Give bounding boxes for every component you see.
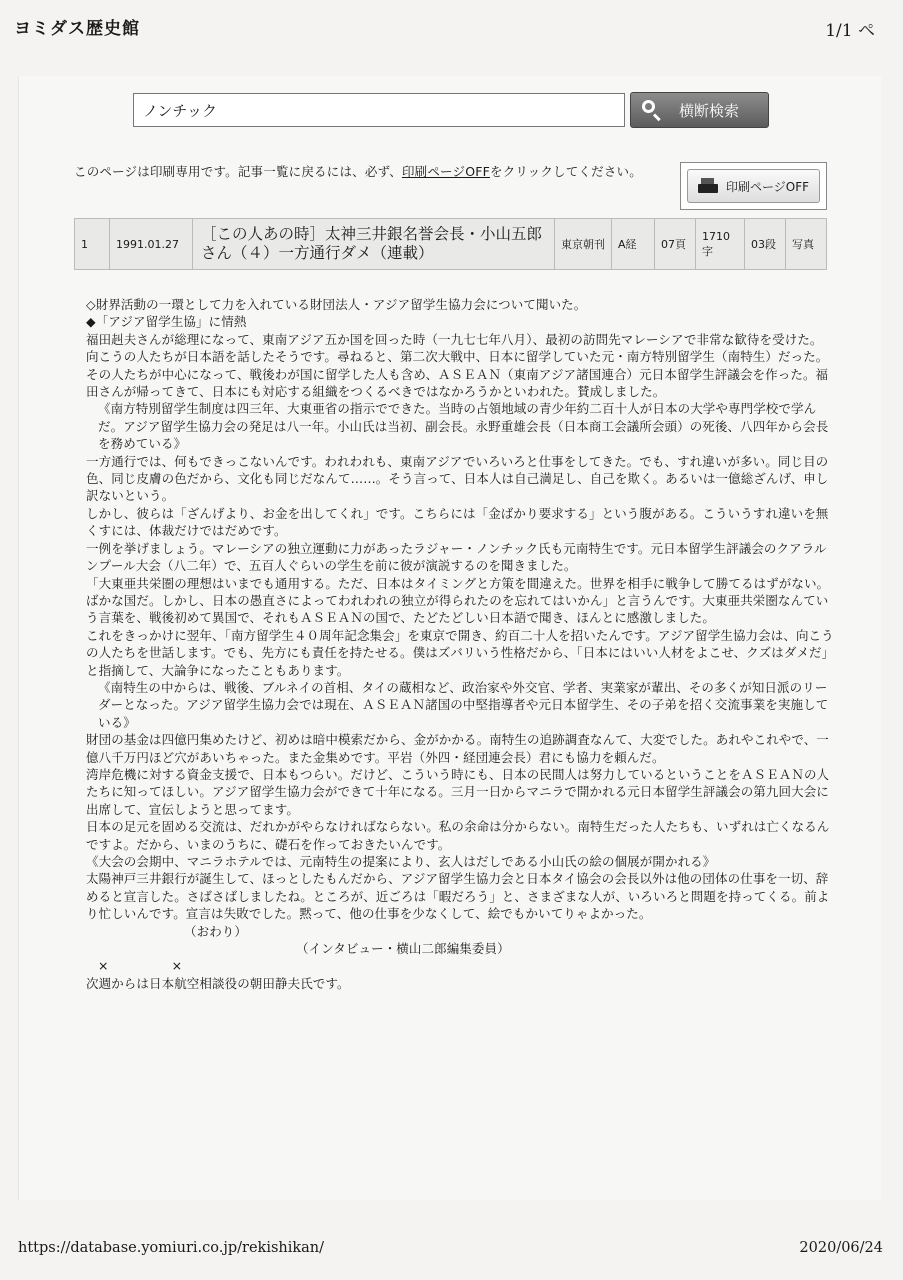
article-paragraph: これをきっかけに翌年、「南方留学生４０周年記念集会」を東京で開き、約百二十人を招いたんです。アジア留学生協力会は、向こうの人たちを世話します。でも、先方にも責任を持たせる。僕はズバリいう性格だから、「日本にはいい人材をよこせ、クズはダメだ」と指摘して、大論争になったこともあります。	[86, 627, 834, 678]
print-notice: このページは印刷専用です。記事一覧に戻るには、必ず、印刷ページOFFをクリックしてください。	[74, 164, 642, 179]
article-meta-table	[74, 218, 827, 270]
table-row	[75, 219, 827, 270]
article-paragraph: 財団の基金は四億円集めたけど、初めは暗中模索だから、金がかかる。南特生の追跡調査なんて、大変でした。あれやこれやで、一億八千万円ほど穴があいちゃった。また金集めです。平岩（外四・経団連会長）君にも協力を頼んだ。	[86, 732, 829, 765]
article-paragraph: 福田赳夫さんが総理になって、東南アジア五か国を回った時（一九七七年八月）、最初の訪問先マレーシアで非常な歓待を受けた。向こうの人たちが日本語を話したそうです。尋ねると、第二次大戦中、日本に留学していた元・南方特別留学生（南特生）だった。	[86, 331, 829, 365]
article-paragraph: ◇財界活動の一環として力を入れている財団法人・アジア留学生協力会について聞いた。	[86, 297, 587, 312]
search-icon	[641, 99, 663, 121]
article-paragraph: 《南特生の中からは、戦後、ブルネイの首相、タイの蔵相など、政治家や外交官、学者、実業家が輩出、その多くが知日派のリーダーとなった。アジア留学生協力会では現在、ＡＳＥＡＮ諸国の中堅指導者や元日本留学生、その子弟を招く交流事業を実施している》	[98, 679, 829, 730]
article-paragraph: ◆「アジア留学生協」に情熱	[86, 314, 247, 330]
article-number: 1	[75, 219, 110, 270]
article-paragraph: その人たちが中心になって、戦後わが国に留学した人も含め、ＡＳＥＡＮ（東南アジア諸国連合）元日本留学生評議会を作った。福田さんが帰ってきて、日本にも対応する組織をつくるべきではなかろうかといわれた。賛成しました。	[86, 366, 829, 400]
footer-url: https://database.yomiuri.co.jp/rekishikan/	[18, 1240, 325, 1256]
article-paragraph: 《南方特別留学生制度は四三年、大東亜省の指示でできた。当時の占領地域の青少年約二百十人が日本の大学や専門学校で学んだ。アジア留学生協力会の発足は八一年。小山氏は当初、副会長。永野重雄会長（日本商工会議所会頭）の死後、八四年から会長を務めている》	[98, 401, 829, 452]
article-section: A経	[612, 219, 655, 270]
article-paragraph: 《大会の会期中、マニラホテルでは、元南特生の提案により、玄人はだしである小山氏の絵の個展が開かれる》	[86, 854, 716, 869]
article-photo: 写真	[786, 219, 827, 270]
article-paragraph: 太陽神戸三井銀行が誕生して、ほっとしたもんだから、アジア留学生協力会と日本タイ協会の会長以外は他の団体の仕事を一切、辞めると宣言した。さばさばしましたね。ところが、近ごろは「暇だろう」と、さまざまな人が、いろいろと問題を持ってくる。前より忙しいんです。宣言は失敗でした。黙って、他の仕事を少なくして、絵でもかいてりゃよかった。	[86, 871, 830, 922]
article-body	[74, 296, 834, 992]
article-title: ［この人あの時］太神三井銀名誉会長・小山五郎さん（４）一方通行ダメ（連載）	[193, 219, 555, 270]
print-off-label: 印刷ページOFF	[726, 179, 810, 194]
article-paragraph: 一方通行では、何もできっこないんです。われわれも、東南アジアでいろいろと仕事をしてきた。でも、すれ違いが多い。同じ目の色、同じ皮膚の色だから、文化も同じだなんて……。そう言って、日本人は自己満足し、自己を欺く。あるいは一億総ざんげ、申し訳ないという。	[86, 453, 829, 504]
article-paragraph: 「大東亜共栄圏の理想はいまでも通用する。ただ、日本はタイミングと方策を間違えた。世界を相手に戦争して勝てるはずがない。ばかな国だ。しかし、日本の愚直さによってわれわれの独立が得られたのを忘れてはいかん」と言うんです。大東亜共栄圏なんていう言葉を、戦後初めて異国で、それもＡＳＥＡＮの国で、たどたどしい日本語で聞き、ほんとに感激しました。	[86, 575, 830, 626]
site-title: ヨミダス歴史館	[14, 19, 140, 39]
article-paragraph: 一例を挙げましょう。マレーシアの独立運動に力があったラジャー・ノンチック氏も元南特生です。元日本留学生評議会のクアラルンプール大会（八二年）で、五百人ぐらいの学生を前に彼が演説するのを聞きました。	[86, 540, 827, 574]
article-paragraph: しかし、彼らは「ざんげより、お金を出してくれ」です。こちらには「金ばかり要求する」という腹がある。こういうすれ違いを無くすには、体裁だけではだめです。	[86, 505, 829, 539]
article-chars: 1710字	[696, 219, 745, 270]
search-input[interactable]: ノンチック	[133, 93, 625, 127]
footer-date: 2020/06/24	[799, 1240, 883, 1256]
article-page: 07頁	[655, 219, 696, 270]
article-paragraph: 次週からは日本航空相談役の朝田静夫氏です。	[86, 975, 350, 991]
article-column: 03段	[745, 219, 786, 270]
print-off-button[interactable]	[680, 162, 827, 210]
page-count: 1/1 ペ	[825, 21, 875, 41]
printer-icon	[698, 178, 718, 194]
article-paragraph: （おわり）	[184, 923, 248, 939]
article-paragraph: × ×	[98, 958, 183, 974]
article-paragraph: 湾岸危機に対する資金支援で、日本もつらい。だけど、こういう時にも、日本の民間人は努力しているということをＡＳＥＡＮの人たちに知ってほしい。アジア留学生協力会ができて十年になる。三月一日からマニラで開かれる元日本留学生評議会の第九回大会に出席して、宣伝しようと思ってます。	[86, 766, 830, 817]
article-edition: 東京朝刊	[555, 219, 612, 270]
article-date: 1991.01.27	[110, 219, 193, 270]
cross-search-button[interactable]	[630, 92, 769, 128]
article-paragraph: 日本の足元を固める交流は、だれかがやらなければならない。私の余命は分からない。南特生だった人たちも、いずれは亡くなるんですよ。だから、いまのうちに、礎石を作っておきたいんです。	[86, 819, 830, 852]
article-paragraph: （インタビュー・横山二郎編集委員）	[296, 941, 510, 957]
print-off-link[interactable]: 印刷ページOFF	[401, 164, 491, 179]
cross-search-label: 横断検索	[679, 101, 740, 120]
